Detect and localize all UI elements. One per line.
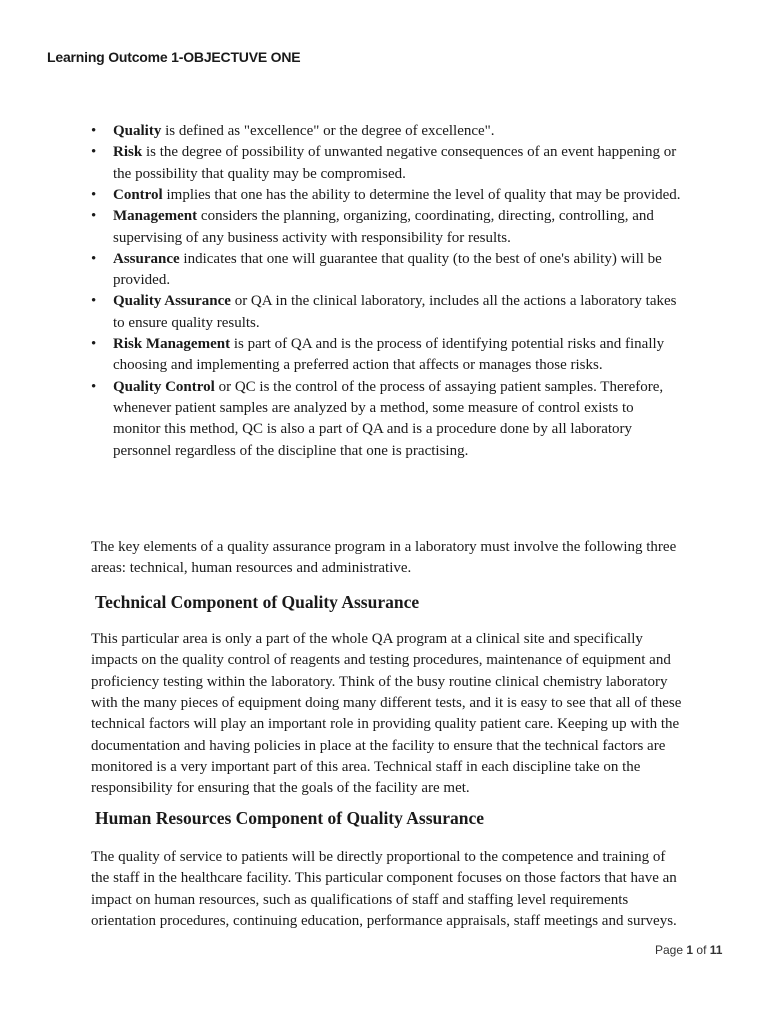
bullet-icon: • (91, 144, 97, 161)
of-label: of (696, 943, 707, 957)
current-page: 1 (686, 943, 694, 957)
section-line: documentation and having policies in place at the facility to ensure that the technical factors are (91, 737, 666, 754)
section-line: This particular area is only a part of the whole QA program at a clinical site and specifically (91, 631, 643, 647)
page-label: Page (655, 943, 684, 957)
bullet-line (113, 228, 511, 248)
bullet-text: choosing and implementing a preferred action that affects or manages those risks. (113, 357, 603, 374)
section-line: technical factors will play an important role in providing quality patient care. Keeping up with the (91, 716, 680, 733)
bullet-text: or QA in the clinical laboratory, includes all the actions a laboratory takes (230, 293, 677, 310)
section-line: responsibility for ensuring that the goals of the facility are met. (91, 780, 470, 797)
bullet-icon: • (91, 123, 97, 139)
section-line: proficiency testing within the laboratory. Think of the busy routine clinical chemistry laboratory (91, 673, 668, 690)
bullet-term: Risk (113, 144, 143, 161)
bullet-line (113, 142, 676, 162)
bullet-text: whenever patient samples are analyzed by a method, some measure of control exists to (113, 399, 634, 416)
bullet-line (113, 313, 260, 333)
bullet-icon: • (91, 250, 97, 267)
bullet-line (113, 249, 662, 269)
bullet-text: considers the planning, organizing, coordinating, directing, controlling, and (197, 208, 654, 225)
bullet-text: is defined as "excellence" or the degree of excellence". (161, 123, 495, 139)
page-number (655, 943, 722, 957)
section-line: impact on human resources, such as qualifications of staff and staffing level requirements (91, 891, 629, 908)
bullet-line (113, 206, 654, 226)
bullet-line (113, 441, 468, 461)
bullet-line (113, 291, 676, 311)
section-line: impacts on the quality control of reagents and testing procedures, maintenance of equipment and (91, 652, 671, 669)
section-line: with the many pieces of equipment doing many different tests, and it is easy to see that all of these (91, 694, 682, 711)
bullet-text: indicates that one will guarantee that quality (to the best of one's ability) will be (179, 250, 662, 267)
bullet-line (113, 377, 663, 397)
bullet-term: Quality Assurance (113, 293, 231, 310)
bullet-icon: • (91, 186, 97, 203)
bullet-icon: • (91, 293, 97, 310)
section-heading: Technical Component of Quality Assurance (95, 592, 420, 612)
bullet-term: Assurance (113, 250, 180, 267)
section-line: The quality of service to patients will be directly proportional to the competence and training of (91, 849, 666, 865)
bullet-icon: • (91, 208, 97, 225)
bullet-text: personnel regardless of the discipline that one is practising. (113, 442, 469, 459)
bullet-text: implies that one has the ability to determine the level of quality that may be provided. (162, 186, 681, 203)
bullet-text: is part of QA and is the process of identifying potential risks and finally (230, 336, 665, 352)
bullet-line (113, 121, 495, 141)
bullet-text: monitor this method, QC is also a part of QA and is a procedure done by all laboratory (113, 421, 633, 438)
bullet-icon: • (91, 336, 97, 352)
bullet-term: Management (113, 208, 198, 225)
bullet-term: Quality (113, 123, 162, 139)
section-line: orientation procedures, continuing education, performance appraisals, staff meetings and surveys. (91, 912, 677, 929)
intro-line: The key elements of a quality assurance program in a laboratory must involve the following three (91, 539, 677, 555)
section-heading: Human Resources Component of Quality Assurance (95, 808, 485, 828)
bullet-line (113, 334, 664, 354)
bullet-term: Control (113, 186, 163, 203)
bullet-line (113, 419, 632, 439)
bullet-term: Risk Management (113, 336, 231, 352)
total-pages: 11 (709, 943, 723, 957)
bullet-text: provided. (113, 272, 171, 289)
section-line: the staff in the healthcare facility. This particular component focuses on those factors that have an (91, 870, 677, 887)
intro-line: areas: technical, human resources and administrative. (91, 560, 412, 577)
bullet-icon: • (91, 378, 97, 395)
bullet-text: to ensure quality results. (113, 314, 260, 331)
bullet-line (113, 185, 681, 205)
bullet-text: is the degree of possibility of unwanted negative consequences of an event happening or (142, 144, 677, 161)
bullet-line (113, 355, 603, 375)
bullet-text: or QC is the control of the process of assaying patient samples. Therefore, (214, 378, 664, 395)
document-title: Learning Outcome 1-OBJECTUVE ONE (47, 49, 301, 65)
bullet-term: Quality Control (113, 378, 215, 395)
bullet-line (113, 164, 406, 184)
section-line: monitored is a very important part of this area. Technical staff in each discipline take on the (91, 758, 641, 775)
bullet-line (113, 270, 170, 290)
bullet-text: the possibility that quality may be compromised. (113, 165, 406, 182)
bullet-text: supervising of any business activity with responsibility for results. (113, 229, 511, 246)
bullet-line (113, 398, 634, 418)
